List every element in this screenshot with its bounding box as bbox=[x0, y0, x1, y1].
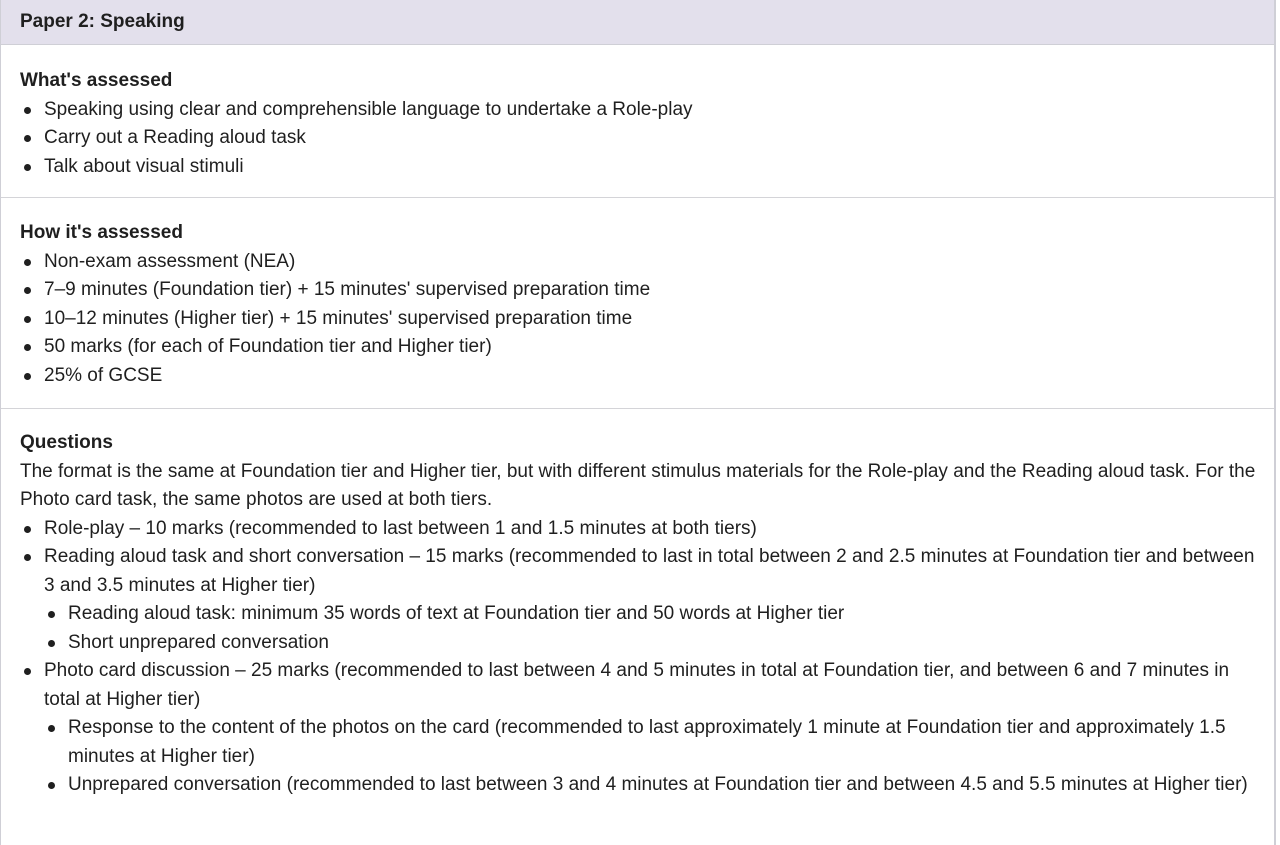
list-item bbox=[20, 305, 1258, 334]
list-item-text: 10–12 minutes (Higher tier) + 15 minutes' supervised preparation time bbox=[44, 307, 633, 329]
bullet-icon bbox=[24, 373, 31, 380]
list-item-text: Short unprepared conversation bbox=[68, 631, 329, 653]
list-item-text: Reading aloud task: minimum 35 words of text at Foundation tier and 50 words at Higher tier bbox=[68, 603, 845, 624]
list-item-text: 25% of GCSE bbox=[44, 364, 163, 386]
list-item-text: Role-play – 10 marks (recommended to last between 1 and 1.5 minutes at both tiers) bbox=[44, 517, 757, 539]
list-item-text: Photo card discussion – 25 marks (recommended to last between 4 and 5 minutes in total at Foundation tier, and between 6 and 7 minutes in total at Higher tier) bbox=[44, 660, 1230, 710]
list-item bbox=[20, 362, 1258, 391]
bullet-icon bbox=[24, 344, 31, 351]
how-assessed-title: How it's assessed bbox=[20, 222, 183, 243]
list-item bbox=[20, 153, 1258, 182]
list-item-text: 50 marks (for each of Foundation tier and Higher tier) bbox=[44, 336, 492, 357]
list-item-text: Unprepared conversation (recommended to last between 3 and 4 minutes at Foundation tier and between 4.5 and 5.5 minutes at Higher tier) bbox=[68, 774, 1248, 795]
list-item bbox=[20, 657, 1258, 800]
bullet-icon bbox=[24, 554, 31, 561]
bullet-icon bbox=[24, 259, 31, 266]
list-item-text: Response to the content of the photos on the card (recommended to last approximately 1 minute at Foundation tier and approximately 1.5 minutes at Higher tier) bbox=[68, 717, 1226, 767]
sub-list bbox=[44, 600, 1258, 657]
whats-assessed-section bbox=[1, 45, 1274, 198]
bullet-icon bbox=[48, 611, 55, 618]
questions-list bbox=[20, 515, 1258, 800]
bullet-icon bbox=[48, 640, 55, 647]
list-item bbox=[20, 333, 1258, 362]
list-item bbox=[20, 515, 1258, 544]
sub-list-item bbox=[44, 714, 1258, 771]
sub-list-item bbox=[44, 600, 1258, 629]
list-item bbox=[20, 543, 1258, 657]
list-item-text: 7–9 minutes (Foundation tier) + 15 minutes' supervised preparation time bbox=[44, 279, 651, 300]
list-item bbox=[20, 96, 1258, 125]
list-item-text: Non-exam assessment (NEA) bbox=[44, 250, 296, 272]
bullet-icon bbox=[24, 668, 31, 675]
whats-assessed-title: What's assessed bbox=[20, 70, 173, 91]
list-item bbox=[20, 124, 1258, 153]
list-item-text: Reading aloud task and short conversation – 15 marks (recommended to last in total between 2 and 2.5 minutes at Foundation tier and between 3 and 3.5 minutes at Higher tier) bbox=[44, 546, 1255, 596]
sub-list-item bbox=[44, 629, 1258, 658]
list-item bbox=[20, 248, 1258, 277]
bullet-icon bbox=[24, 107, 31, 114]
bullet-icon bbox=[48, 782, 55, 789]
panel-title: Paper 2: Speaking bbox=[20, 11, 185, 32]
questions-title: Questions bbox=[20, 432, 113, 453]
panel-header bbox=[1, 0, 1274, 45]
bullet-icon bbox=[24, 135, 31, 142]
list-item-text: Talk about visual stimuli bbox=[44, 155, 244, 177]
list-item bbox=[20, 276, 1258, 305]
whats-assessed-list bbox=[20, 96, 1258, 182]
bullet-icon bbox=[24, 526, 31, 533]
list-item-text: Speaking using clear and comprehensible language to undertake a Role-play bbox=[44, 98, 693, 120]
sub-list-item bbox=[44, 771, 1258, 800]
bullet-icon bbox=[24, 164, 31, 171]
questions-section bbox=[1, 409, 1274, 800]
how-assessed-section bbox=[1, 198, 1274, 409]
bullet-icon bbox=[48, 725, 55, 732]
how-assessed-list bbox=[20, 248, 1258, 391]
list-item-text: Carry out a Reading aloud task bbox=[44, 127, 306, 148]
bullet-icon bbox=[24, 316, 31, 323]
questions-intro: The format is the same at Foundation tier and Higher tier, but with different stimulus materials for the Role-play and the Reading aloud task. For the Photo card task, the same photos are used at both tiers. bbox=[20, 460, 1256, 510]
sub-list bbox=[44, 714, 1258, 800]
bullet-icon bbox=[24, 287, 31, 294]
